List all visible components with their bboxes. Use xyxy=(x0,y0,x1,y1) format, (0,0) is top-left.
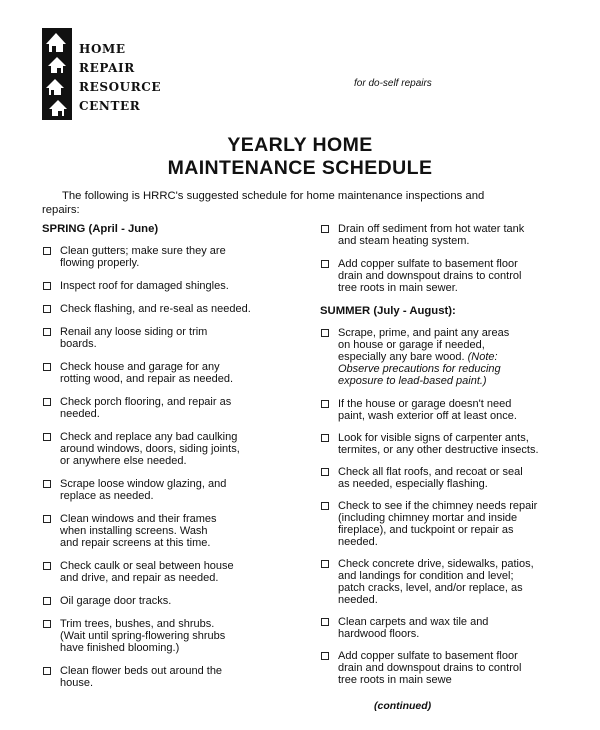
item-line: Check concrete drive, sidewalks, patios, xyxy=(338,558,534,570)
right-column xyxy=(318,223,566,696)
tagline: for do-self repairs xyxy=(354,78,432,89)
logo-line: CENTER xyxy=(79,99,141,113)
item-line: as needed, especially flashing. xyxy=(338,478,488,490)
item-line: on house or garage if needed, xyxy=(338,339,485,351)
checklist-item xyxy=(40,280,288,292)
checkbox-icon xyxy=(321,434,329,442)
spring-continued-checklist xyxy=(318,223,566,294)
item-line: Check and replace any bad caulking xyxy=(60,431,238,443)
logo-line: HOME xyxy=(79,42,126,56)
item-line: Add copper sulfate to basement floor xyxy=(338,650,518,662)
checkbox-icon xyxy=(43,282,51,290)
checklist-item xyxy=(318,650,566,686)
item-line: Drain off sediment from hot water tank xyxy=(338,223,525,235)
item-line: especially any bare wood. xyxy=(338,351,465,363)
checklist-item xyxy=(40,618,288,654)
item-line: Check flashing, and re-seal as needed. xyxy=(60,303,251,315)
checklist-item xyxy=(318,500,566,548)
item-line: (Wait until spring-flowering shrubs xyxy=(60,630,226,642)
logo-line: REPAIR xyxy=(79,61,135,75)
checkbox-icon xyxy=(43,597,51,605)
checklist-item xyxy=(318,327,566,387)
checkbox-icon xyxy=(43,480,51,488)
checkbox-icon xyxy=(321,618,329,626)
checkbox-icon xyxy=(43,247,51,255)
item-line: and repair screens at this time. xyxy=(60,537,211,549)
item-line: have finished blooming.) xyxy=(60,642,180,654)
item-line: flowing properly. xyxy=(60,257,140,269)
item-line: Check all flat roofs, and recoat or seal xyxy=(338,466,523,478)
item-note: Observe precautions for reducing xyxy=(338,363,501,375)
item-line: If the house or garage doesn't need xyxy=(338,398,512,410)
logo-text xyxy=(79,40,161,116)
item-line: replace as needed. xyxy=(60,490,154,502)
checkbox-icon xyxy=(43,515,51,523)
checklist-item xyxy=(40,560,288,584)
checkbox-icon xyxy=(43,433,51,441)
item-line: termites, or any other destructive insects. xyxy=(338,444,539,456)
item-line: Trim trees, bushes, and shrubs. xyxy=(60,618,215,630)
item-note: (Note: xyxy=(467,351,498,363)
summer-heading: SUMMER (July - August): xyxy=(320,305,456,317)
item-line: and steam heating system. xyxy=(338,235,470,247)
item-line: and drive, and repair as needed. xyxy=(60,572,219,584)
intro-paragraph xyxy=(42,190,562,217)
checkbox-icon xyxy=(43,562,51,570)
intro-line: The following is HRRC's suggested schedule for home maintenance inspections and xyxy=(62,190,485,202)
item-line: (including chimney mortar and inside xyxy=(338,512,518,524)
spring-checklist xyxy=(40,245,288,689)
item-line: Clean gutters; make sure they are xyxy=(60,245,226,257)
item-line: Check porch flooring, and repair as xyxy=(60,396,232,408)
item-line: boards. xyxy=(60,338,97,350)
checklist-item xyxy=(318,558,566,606)
item-line: Oil garage door tracks. xyxy=(60,595,172,607)
checklist-item xyxy=(40,665,288,689)
page-subtitle: MAINTENANCE SCHEDULE xyxy=(167,157,433,179)
item-line: when installing screens. Wash xyxy=(60,525,208,537)
summer-checklist xyxy=(318,398,566,686)
left-column xyxy=(40,223,288,700)
checkbox-icon xyxy=(43,328,51,336)
checklist-item xyxy=(40,326,288,350)
checkbox-icon xyxy=(321,560,329,568)
checkbox-icon xyxy=(321,468,329,476)
item-line: paint, wash exterior off at least once. xyxy=(338,410,517,422)
checkbox-icon xyxy=(321,652,329,660)
item-note: exposure to lead-based paint.) xyxy=(338,375,487,387)
item-line: house. xyxy=(60,677,94,689)
item-line: Clean windows and their frames xyxy=(60,513,217,525)
logo-line: RESOURCE xyxy=(79,80,162,94)
checklist-item xyxy=(40,396,288,420)
checklist-item xyxy=(318,432,566,456)
item-line: patch cracks, level, and/or replace, as xyxy=(338,582,523,594)
item-line: hardwood floors. xyxy=(338,628,420,640)
spring-heading: SPRING (April - June) xyxy=(42,223,159,235)
item-line: needed. xyxy=(338,536,378,548)
checkbox-icon xyxy=(43,363,51,371)
item-line: Add copper sulfate to basement floor xyxy=(338,258,518,270)
checklist-item xyxy=(40,303,288,315)
checklist-item xyxy=(318,466,566,490)
item-line: and landings for condition and level; xyxy=(338,570,514,582)
item-line: Clean flower beds out around the xyxy=(60,665,223,677)
checklist-item xyxy=(318,398,566,422)
item-line: Renail any loose siding or trim xyxy=(60,326,208,338)
checkbox-icon xyxy=(43,620,51,628)
item-line: Check to see if the chimney needs repair xyxy=(338,500,538,512)
checklist-item xyxy=(318,258,566,294)
item-line: Inspect roof for damaged shingles. xyxy=(60,280,229,292)
item-line: rotting wood, and repair as needed. xyxy=(60,373,234,385)
house-logo-icon xyxy=(42,28,72,120)
continued-label: (continued) xyxy=(374,700,432,712)
item-line: tree roots in main sewe xyxy=(338,674,452,686)
intro-line: repairs: xyxy=(42,203,80,216)
checkbox-icon xyxy=(43,398,51,406)
checkbox-icon xyxy=(321,400,329,408)
checklist-item xyxy=(40,513,288,549)
item-line: or anywhere else needed. xyxy=(60,455,187,467)
item-line: Check caulk or seal between house xyxy=(60,560,234,572)
checklist-item xyxy=(40,478,288,502)
item-line: drain and downspout drains to control xyxy=(338,270,522,282)
checkbox-icon xyxy=(321,225,329,233)
checkbox-icon xyxy=(321,502,329,510)
item-line: Look for visible signs of carpenter ants, xyxy=(338,432,529,444)
item-line: tree roots in main sewer. xyxy=(338,282,458,294)
item-line: drain and downspout drains to control xyxy=(338,662,522,674)
item-line: needed. xyxy=(338,594,378,606)
item-line: Scrape loose window glazing, and xyxy=(60,478,227,490)
item-line: Check house and garage for any xyxy=(60,361,220,373)
checklist-item xyxy=(40,245,288,269)
item-line: around windows, doors, siding joints, xyxy=(60,443,240,455)
checklist-item xyxy=(40,431,288,467)
item-line: Clean carpets and wax tile and xyxy=(338,616,489,628)
hrrc-logo xyxy=(42,28,172,120)
checkbox-icon xyxy=(43,305,51,313)
checkbox-icon xyxy=(43,667,51,675)
item-line: Scrape, prime, and paint any areas xyxy=(338,327,510,339)
checkbox-icon xyxy=(321,329,329,337)
item-line: needed. xyxy=(60,408,100,420)
checklist-item xyxy=(318,223,566,247)
checkbox-icon xyxy=(321,260,329,268)
checklist-item xyxy=(40,595,288,607)
page-title: YEARLY HOME xyxy=(227,134,373,156)
checklist-item xyxy=(318,616,566,640)
item-line: fireplace), and tuckpoint or repair as xyxy=(338,524,514,536)
checklist-item xyxy=(40,361,288,385)
